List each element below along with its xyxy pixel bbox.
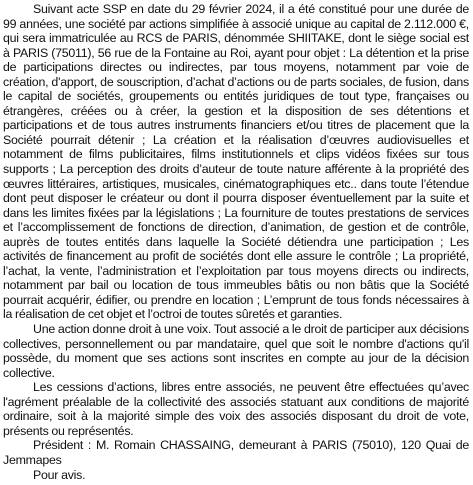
notice-paragraph-share-transfers: Les cessions d’actions, libres entre associés, ne peuvent être effectuées qu’avec l'agrément préalable de la collectivité des associés statuant aux conditions de majorité ordinaire, soit à la majorité simple des voix des associés disposant du droit de vote, présents ou représentés.	[3, 380, 469, 438]
notice-paragraph-closing: Pour avis.	[33, 467, 86, 482]
notice-paragraph-constitution: Suivant acte SSP en date du 29 février 2024, il a été constitué pour une durée de 99 années, une société par actions simplifiée à associé unique au capital de 2.112.000 €, qui sera immatriculée au RCS de PARIS, dénommée SHIITAKE, dont le siège social est à PARIS (75011), 56 rue de la Fontaine au Roi, ayant pour objet : La détention et la prise de participations directes ou indirectes, par tous moyens, notamment par voie de création, d'apport, de souscription, d’achat d’actions ou de parts sociales, de fusion, dans le capital de sociétés, groupements ou entités juridiques de tout type, françaises ou étrangères, créées ou à créer, la gestion et la disposition de ses détentions et participations et de tous autres instruments financiers et/ou titres de placement que la Société pourrait détenir ; La création et la réalisation d’œuvres audiovisuelles et notamment de films publicitaires, films institutionnels et clips vidéos fixées sur tous supports ; La perception des droits d’auteur de toute nature afférente à la propriété des œuvres littéraires, artistiques, musicales, cinématographiques etc.. dans toute l’étendue dont peut disposer le créateur ou dont il pourra disposer éventuellement par la suite et dans les limites fixées par la législations ; La fourniture de toutes prestations de services et l’accomplissement de fonctions de direction, d’animation, de gestion et de contrôle, auprès de toutes entités dans laquelle la Société détiendra une participation ; Les activités de financement au profit de sociétés dont elle assure le contrôle ; La propriété, l’achat, la vente, l’administration et l’exploitation par tous moyens directs ou indirects, notamment par bail ou location de tous immeubles bâtis ou non bâtis que la Société pourrait acquérir, édifier, ou prendre en location ; L’emprunt de tous fonds nécessaires à la réalisation de cet objet et l’octroi de toutes sûretés et garanties.	[3, 2, 469, 322]
notice-paragraph-voting-rights: Une action donne droit à une voix. Tout associé a le droit de participer aux décisions collectives, personnellement ou par mandataire, quel que soit le nombre d'actions qu'il possède, du moment que ses actions sont inscrites en compte au jour de la décision collective.	[3, 322, 469, 380]
notice-paragraph-president: Président : M. Romain CHASSAING, demeurant à PARIS (75010), 120 Quai de Jemmapes	[3, 438, 469, 467]
